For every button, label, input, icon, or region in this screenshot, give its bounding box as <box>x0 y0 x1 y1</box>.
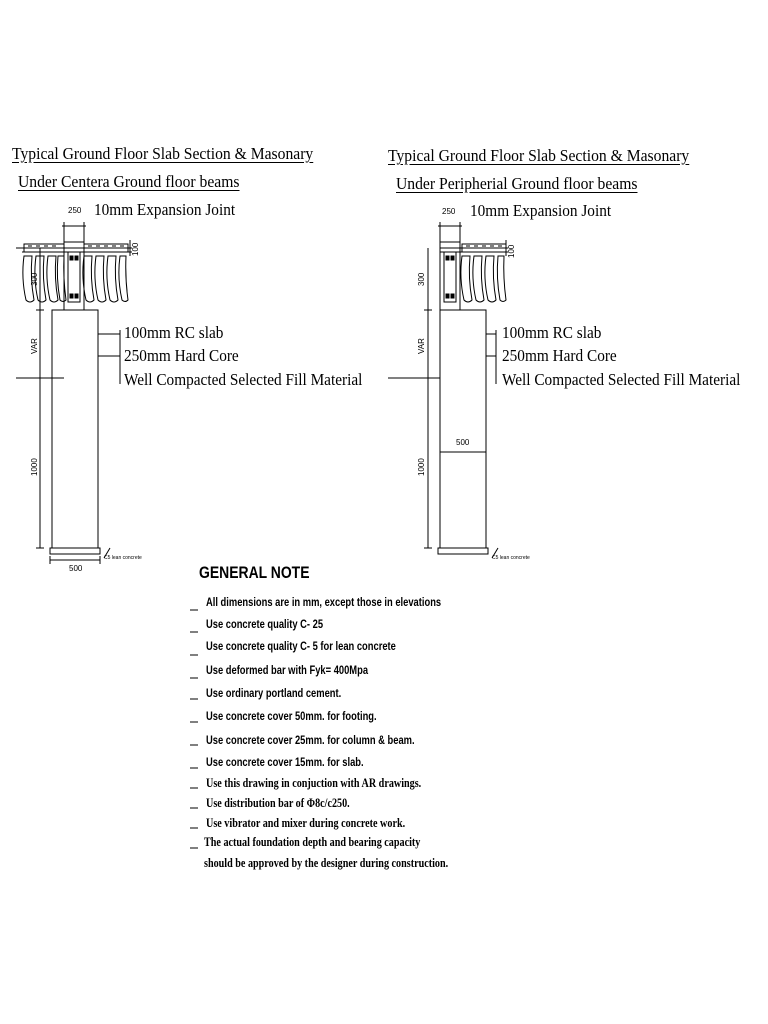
right-hardcore <box>461 256 506 302</box>
right-layer-fill: Well Compacted Selected Fill Material <box>502 370 741 389</box>
left-expansion-joint-label: 10mm Expansion Joint <box>94 200 236 219</box>
note-item: Use distribution bar of Φ8c/c250. <box>206 795 350 810</box>
general-note-heading: GENERAL NOTE <box>199 563 310 582</box>
right-dim-250: 250 <box>442 207 456 216</box>
left-dim-var: VAR <box>30 338 39 354</box>
note-item: Use this drawing in conjuction with AR drawings. <box>206 775 422 790</box>
right-lean-concrete-label: C5 lean concrete <box>492 555 530 561</box>
right-layer-core: 250mm Hard Core <box>502 346 617 365</box>
left-dim-300: 300 <box>30 272 39 286</box>
note-item: The actual foundation depth and bearing capacity <box>204 834 421 849</box>
note-item: Use concrete cover 25mm. for column & beam. <box>206 733 415 747</box>
left-dim-1000: 1000 <box>30 458 39 476</box>
left-masonry-wall <box>52 310 98 548</box>
right-dim-100: 100 <box>507 244 516 258</box>
note-item: Use concrete cover 50mm. for footing. <box>206 709 377 723</box>
left-lean-concrete-label: C5 lean concrete <box>104 555 142 561</box>
right-title-line2: Under Peripherial Ground floor beams <box>396 174 638 193</box>
right-footing <box>438 548 488 554</box>
right-dim-var: VAR <box>417 338 426 354</box>
note-item: Use ordinary portland cement. <box>206 686 342 700</box>
right-title-line1: Typical Ground Floor Slab Section & Masonary <box>388 146 690 165</box>
note-item: Use concrete cover 15mm. for slab. <box>206 755 364 769</box>
right-expansion-joint-label: 10mm Expansion Joint <box>470 201 612 220</box>
note-dashes <box>190 610 198 848</box>
left-layer-fill: Well Compacted Selected Fill Material <box>124 370 363 389</box>
note-item: Use concrete quality C- 5 for lean concrete <box>206 639 396 653</box>
right-layer-slab: 100mm RC slab <box>502 323 602 342</box>
left-footing <box>50 548 100 554</box>
left-hardcore-right <box>83 256 128 302</box>
left-dim-500: 500 <box>69 564 83 573</box>
note-item: All dimensions are in mm, except those in elevations <box>206 595 442 609</box>
left-layer-slab: 100mm RC slab <box>124 323 224 342</box>
left-title-line1: Typical Ground Floor Slab Section & Masonary <box>12 144 314 163</box>
note-item: should be approved by the designer during construction. <box>204 855 449 870</box>
right-dim-300: 300 <box>417 272 426 286</box>
right-masonry-wall <box>440 310 486 548</box>
note-item: Use vibrator and mixer during concrete work. <box>206 815 406 830</box>
right-dim-500: 500 <box>456 438 470 447</box>
note-item: Use deformed bar with Fyk= 400Mpa <box>206 663 369 677</box>
left-layer-core: 250mm Hard Core <box>124 346 239 365</box>
left-title-line2: Under Centera Ground floor beams <box>18 172 240 191</box>
note-item: Use concrete quality C- 25 <box>206 617 324 631</box>
right-dim-1000: 1000 <box>417 458 426 476</box>
right-section-drawing <box>388 222 508 558</box>
left-dim-250: 250 <box>68 206 82 215</box>
left-dim-100: 100 <box>131 242 140 256</box>
